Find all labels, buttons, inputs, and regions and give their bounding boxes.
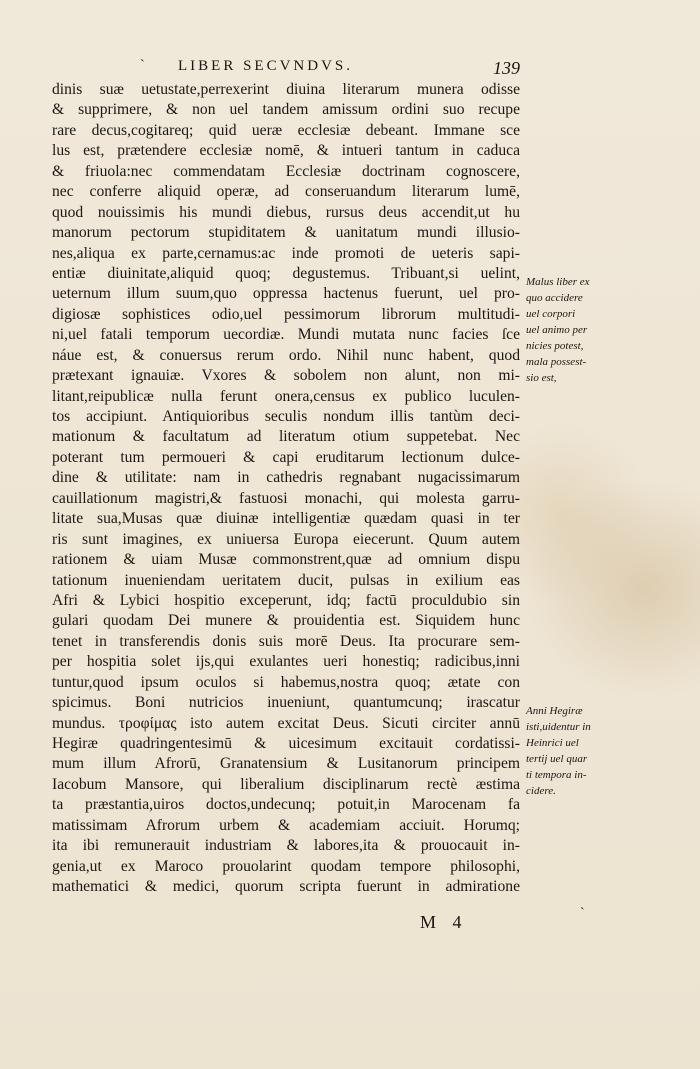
text-line: ueternum illum suum,quo oppressa hactenus fuerunt, uel pro- [52, 285, 520, 303]
text-line: dine & utilitate: nam in cathedris regnabant nugacissimarum [52, 469, 520, 487]
text-line: ta præstantia,uiros doctos,undecunq; potuit,in Marocenam fa [52, 796, 520, 814]
margin-note-line: mala possest- [526, 356, 587, 368]
page-header [0, 58, 700, 80]
text-line: matissimam Afrorum urbem & academiam acciuit. Horumq; [52, 816, 520, 834]
margin-note-line: sio est, [526, 372, 557, 384]
text-line: nes,aliqua ex parte,cernamus:ac inde promoti de ueteris sapi- [52, 244, 520, 262]
text-line: ita ibi remunerauit industriam & labores,ita & prouocauit in- [52, 837, 520, 855]
margin-note-line: uel animo per [526, 324, 588, 336]
margin-note-hegira-years [526, 703, 636, 799]
text-line: manorum pectorum stupiditatem & uanitatum mundi illusio- [52, 224, 520, 242]
margin-note-line: nicies potest, [526, 340, 584, 352]
text-line: tenet in transferendis donis suis morē Deus. Ita procurare sem- [52, 632, 520, 650]
text-line: digiosæ sophistices odio,uel pessimorum librorum multitudi- [52, 305, 520, 323]
margin-note-line: Malus liber ex [526, 276, 590, 288]
margin-note-line: cidere. [526, 785, 556, 797]
text-line: mationum & facultatum ad literatum otium suppetebat. Nec [52, 428, 520, 446]
text-line: tationum inueniendam ueritatem ducit, pulsas in exilium eas [52, 571, 520, 589]
text-line: entiæ diuinitate,aliquid quoq; degustemus. Tribuant,si uelint, [52, 264, 520, 282]
body-text [52, 80, 520, 898]
text-line: nec conferre aliquid operæ, ad conseruandum literarum lumē, [52, 183, 520, 201]
text-line: mum illum Afrorū, Granatensium & Lusitanorum principem [52, 755, 520, 773]
text-line: litant,reipublicæ nulla ferunt onera,census ex publico luculen- [52, 387, 520, 405]
text-line: litate sua,Musas quæ diuinæ intelligentiæ quædam quasi in ter [52, 510, 520, 528]
header-mark: ` [140, 58, 145, 73]
text-line: gulari quodam Dei munere & prouidentia est. Siquidem hunc [52, 612, 520, 630]
text-line: tuntur,quod ipsum oculos si habemus,nostra quoq; ætate con [52, 673, 520, 691]
text-line: tos accipiunt. Antiquioribus seculis nondum illis tantùm deci- [52, 408, 520, 425]
margin-note-line: tertij uel quar [526, 753, 588, 765]
text-line: per hospitia solet ijs,qui exulantes ueri honestiq; radicibus,inni [52, 653, 520, 671]
signature-mark: M 4 [420, 912, 468, 932]
footer-mark: ` [580, 906, 585, 921]
text-line: genia,ut ex Maroco prouolarint quodam tempore philosophi, [52, 857, 520, 875]
margin-note-line: Anni Hegiræ [526, 705, 583, 717]
margin-note-line: quo accidere [526, 292, 583, 304]
text-line: ris sunt imagines, ex uniuersa Europa eiecerunt. Quum autem [52, 530, 520, 548]
text-line: quod nouissimis his mundi diebus, rursus deus accendit,ut hu [52, 203, 520, 221]
text-line: & supprimere, & non uel tandem amissum ordini suo recupe [52, 101, 520, 119]
text-line: prætexant ignauiæ. Vxores & sobolem non alunt, non mi- [52, 367, 520, 385]
margin-note-line: ti tempora in- [526, 769, 587, 781]
text-line: rare decus,cogitareq; quid ueræ ecclesiæ debeant. Immane sce [52, 121, 520, 139]
text-line: náue est, & conuersus rerum ordo. Nihil nunc habent, quod [52, 346, 520, 364]
text-line: & friuola:nec commendatam Ecclesiæ doctrinam cognoscere, [52, 162, 520, 180]
text-line: ni,uel fatali temporum uecordiæ. Mundi mutata nunc facies ſce [52, 326, 520, 344]
text-line: Iacobum Mansore, qui liberalium disciplinarum rectè æstima [52, 775, 520, 793]
text-line: mundus. τροφίμας isto autem excitat Deus. Sicuti circiter annū [52, 714, 520, 732]
margin-note-line: isti,uidentur in [526, 721, 591, 733]
text-line: Hegiræ quadringentesimū & uicesimum excitauit cordatissi- [52, 735, 520, 752]
text-line: rationem & uiam Musæ commonstrent,quæ ad omnium dispu [52, 551, 520, 569]
margin-note-line: Heinrici uel [526, 737, 579, 749]
margin-note-line: uel corpori [526, 308, 576, 320]
text-line: mathematici & medici, quorum scripta fuerunt in admiratione [52, 878, 520, 896]
text-line: Afri & Lybici hospitio exceperunt, idq; factū proculdubio sin [52, 591, 520, 609]
text-line: cauillationum magistri,& fastuosi monachi, qui molesta garru- [52, 489, 520, 507]
margin-note-bad-book [526, 274, 636, 386]
text-line: dinis suæ uetustate,perrexerint diuina literarum munera odisse [52, 81, 520, 98]
text-line: poterant tum permoueri & capi eruditarum lectionum dulce- [52, 448, 520, 466]
running-title: LIBER SECVNDVS. [178, 58, 354, 74]
page-number: 139 [493, 58, 520, 78]
text-line: spicimus. Boni nutricios inueniunt, quantumcunq; irascatur [52, 694, 520, 712]
text-line: lus est, prætendere ecclesiæ nomē, & intueri tantum in caduca [52, 142, 520, 160]
